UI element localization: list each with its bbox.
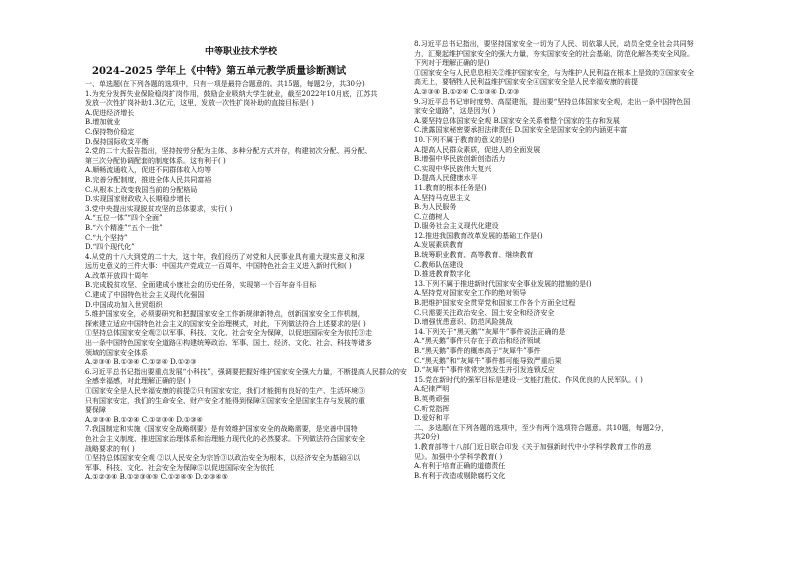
text-line: B.为人民服务 [414,203,457,212]
text-line: ①国家安全与人民息息相关②维护国家安全，与为维护人民利益在根本上是致的③国家安全 [414,68,694,77]
text-line: B.统筹职业教育、高等教育、继续教育 [414,251,534,260]
text-line: A.有利于培育正确的道德责任 [414,462,506,471]
text-line: B.英勇顽强 [414,394,450,403]
text-line: C.从根本上改变我国当前的分配格局 [85,185,198,194]
text-line: D.爱好和平 [414,414,450,423]
text-line: C.保持物价稳定 [85,127,135,136]
text-line: B.把维护国家安全贯穿党和国家工作各个方面全过程 [414,299,576,308]
text-line: B.“六个精准”“五个一批” [85,223,163,232]
text-line: D.“四个现代化” [85,243,135,252]
text-line: 6.习近平总书记指出要重点发展“小科技”，强调要把握好维护国家安全强大力量，不断提高人民群众的安 [85,367,407,376]
text-line: 2.党的二十大报告指出，坚持按劳分配为主体、多种分配方式并存，构建初次分配、再分配、 [85,147,372,156]
text-line: 远历史意义的三件大事：中国共产党成立一百周年、中国特色社会主义进入新时代和( ) [85,262,352,271]
text-line: D.服务社会主义现代化建设 [414,222,499,231]
text-line: 4.从党的十八大到党的二十大，这十年，我们经历了对党和人民事业具有重大现实意义和深 [85,252,365,261]
text-line: C.教师队伍建设 [414,260,464,269]
text-line: 第三次分配协调配套的制度体系。这有利于( ) [85,156,226,165]
text-line: 全感幸福感，对此理解正确的是( ) [85,377,191,386]
text-line: C.泄露国家秘密要承担法律责任 D.国家安全是国家安全的内涵更丰富 [414,126,628,135]
text-line: 发放一次性扩岗补助1.3亿元，这里，发放一次性扩岗补助的直接目标是( ) [85,99,314,108]
text-line: A.②③④ B.①②④ C.①②③④ D.①③④ [85,415,203,424]
text-line: 10.下列不属于教育的意义的是() [414,135,515,144]
text-line: D.实现国家财政收入长期稳步增长 [85,195,191,204]
text-line: D.“灰犀牛”事件常常突然发生并引发连锁反应 [414,366,555,375]
text-line: 出一条中国特色国家安全道路④构建统筹政治、军事、国土、经济、文化、社会、科技等诸多 [85,339,372,348]
text-line: 1.为充分发挥失业保险稳岗扩岗作用，鼓励企业吸纳大学生就业，截至2022年10月底，江苏共 [85,89,378,98]
text-line: 见》。加强中小学科学教育( ) [414,452,503,461]
text-line: A.“黑天鹅”事件只存在于政治和经济领域 [414,337,541,346]
text-line: 高无上，要牺牲人民利益维护国家安全④国家安全是人民幸福安康的前提 [414,78,638,87]
text-line: D.保持国际收支平衡 [85,137,149,146]
text-line: 5.维护国家安全，必须要研究和把握国家安全工作新规律新特点，创新国家安全工作机制， [85,310,365,319]
text-line: 1.教育部等十八部门近日联合印发《关于加强新时代中小学科学教育工作的意 [414,442,652,451]
text-line: 3.党中央提出实现脱贫攻坚的总体要求，实行( ) [85,204,233,213]
text-line: 14.下列关于“黑天鹅”“灰犀牛”事件说法正确的是 [414,327,566,336]
text-line: 12.推进我国教育改革发展的基础工作是() [414,231,543,240]
text-line: B.“黑天鹅”事件的概率高于“灰犀牛”事件 [414,347,541,355]
text-line: ①坚持总体国家安全观②以军事、科技、文化、社会安全为保障，以促进国际安全为依托③走 [85,329,372,338]
text-line: 只有国家安定，我们的生命安全、财产安全才能得到保障④国家安全是国家生存与发展的重 [85,396,365,405]
text-line: 力，汇聚起维护国家安全的强大力量，夯实国家安全的社会基础，防范化解各类安全风险。 [414,49,694,58]
text-line: A.②③④ B.①②④ C.①③④ D.②③ [414,87,520,96]
text-line: D.增强忧患意识、防范风险挑战 [414,318,513,327]
text-line: C.“黑天鹅”和“灰犀牛”事件都可能导致严重后果 [414,356,562,365]
text-line: C.“九个坚持” [85,233,128,242]
text-line: D.中国成功加入世贸组织 [85,300,163,309]
text-line: A.顺畅流通收入，促进不同群体收入均等 [85,166,212,175]
text-line: A.纪律严明 [414,385,450,394]
text-line: B.完善分配制度，推进全体人民共同富裕 [85,175,212,184]
text-line: B.增强中华民族创新创造活力 [414,155,506,164]
text-line: 13.下列不属于推进新时代国家安全事业发展的措施的是() [414,279,592,288]
text-line: C.听党指挥 [414,404,450,413]
text-line: 7.我国制定和实施《国家安全战略纲要》是有效维护国家安全的战略需要，是完善中国特 [85,425,358,434]
text-line: 领域的国家安全体系 [85,348,148,357]
text-line: C.建成了中国特色社会主义现代化强国 [85,291,205,300]
text-line: 军事、科技、文化、社会安全为保障⑤以促进国际安全为依托 [85,463,274,472]
text-line: A.要坚持总体国家安全观 B.国家安全关系着整个国家的生存和发展 [414,116,620,125]
text-line: B.增加就业 [85,118,121,127]
text-line: A.坚持马克思主义 [414,193,471,202]
text-line: 下列对于理解正确的是() [414,59,490,68]
text-line: 9.习近平总书记审时度势、高屋建瓴，提出要“坚持总体国家安全观，走出一条中国特色国 [414,97,691,106]
text-line: 一、单选题(在下列各题的选项中，只有一项是最符合题意的。共15题，每题2分，共30分) [85,80,365,88]
text-line: A.坚持党对国家安全工作的绝对领导 [414,289,527,298]
text-line: 要保障 [85,406,106,415]
text-line: A.提高人民群众素质，促进人的全面发展 [414,145,541,154]
text-line: A.发展素质教育 [414,241,464,250]
text-line: 色社会主义制度、推进国家治理体系和治理能力现代化的必然要求。下列做法符合国家安全 [85,434,365,443]
text-line: D.提高人民健康水平 [414,174,478,183]
text-line: B.完成脱贫攻坚、全面建成小康社会的历史任务，实现第一个百年奋斗目标 [85,281,317,290]
text-line: D.推进教育数字化 [414,270,471,279]
text-line: A.①②③④ B.①②③④⑤ C.①②④⑤ D.②③④⑤ [85,473,228,482]
text-line: B.有利于改造或剔除腐朽文化 [414,471,506,480]
text-line: A.改革开放四十周年 [85,271,149,280]
text-line: ①坚持总体国家安全观 ②以人民安全为宗旨③以政治安全为根本，以经济安全为基础④以 [85,454,361,463]
text-line: 探索建立适应中国特色社会主义的国家安全治理模式，对此，下列做法符合上述要求的是( ) [85,319,366,328]
text-line: C.立德树人 [414,212,450,221]
text-line: ①国家安全是人民幸福安康的前提②只有国家安定，我们才能拥有良好的生产、生活环境③ [85,387,365,395]
text-line: 战略要求的有( ) [85,444,135,453]
text-line: C.实现中华民族伟大复兴 [414,164,492,173]
text-line: C.只需要关注政治安全、国土安全和经济安全 [414,308,555,317]
text-line: A.“五位一体”“四个全面” [85,214,163,223]
right-column [414,40,774,481]
text-line: A.②③④ B.①③④ C.①②④ D.①②③ [85,358,197,367]
text-line: 11.教育的根本任务是() [414,183,487,192]
text-line: 家安全道路”，这是因为( ) [414,107,496,116]
school-name: 中等职业技术学校 [205,47,278,57]
text-line: 二、多选题(在下列各题的选项中，至少有两个选项符合题意。共10题，每题2分， [414,423,669,432]
left-column [85,80,415,483]
text-line: A.促进经济增长 [85,108,135,117]
exam-title: 2024–2025 学年上《中特》第五单元教学质量诊断测试 [92,66,347,77]
text-line: 8.习近平总书记指出，要坚持国家安全一切为了人民、切依靠人民，动员全党全社会共同努 [414,40,694,48]
text-line: 15.党在新时代的强军目标是建设一支能打胜仗、作风优良的人民军队。( ) [414,375,643,384]
text-line: 共20分) [414,433,440,442]
